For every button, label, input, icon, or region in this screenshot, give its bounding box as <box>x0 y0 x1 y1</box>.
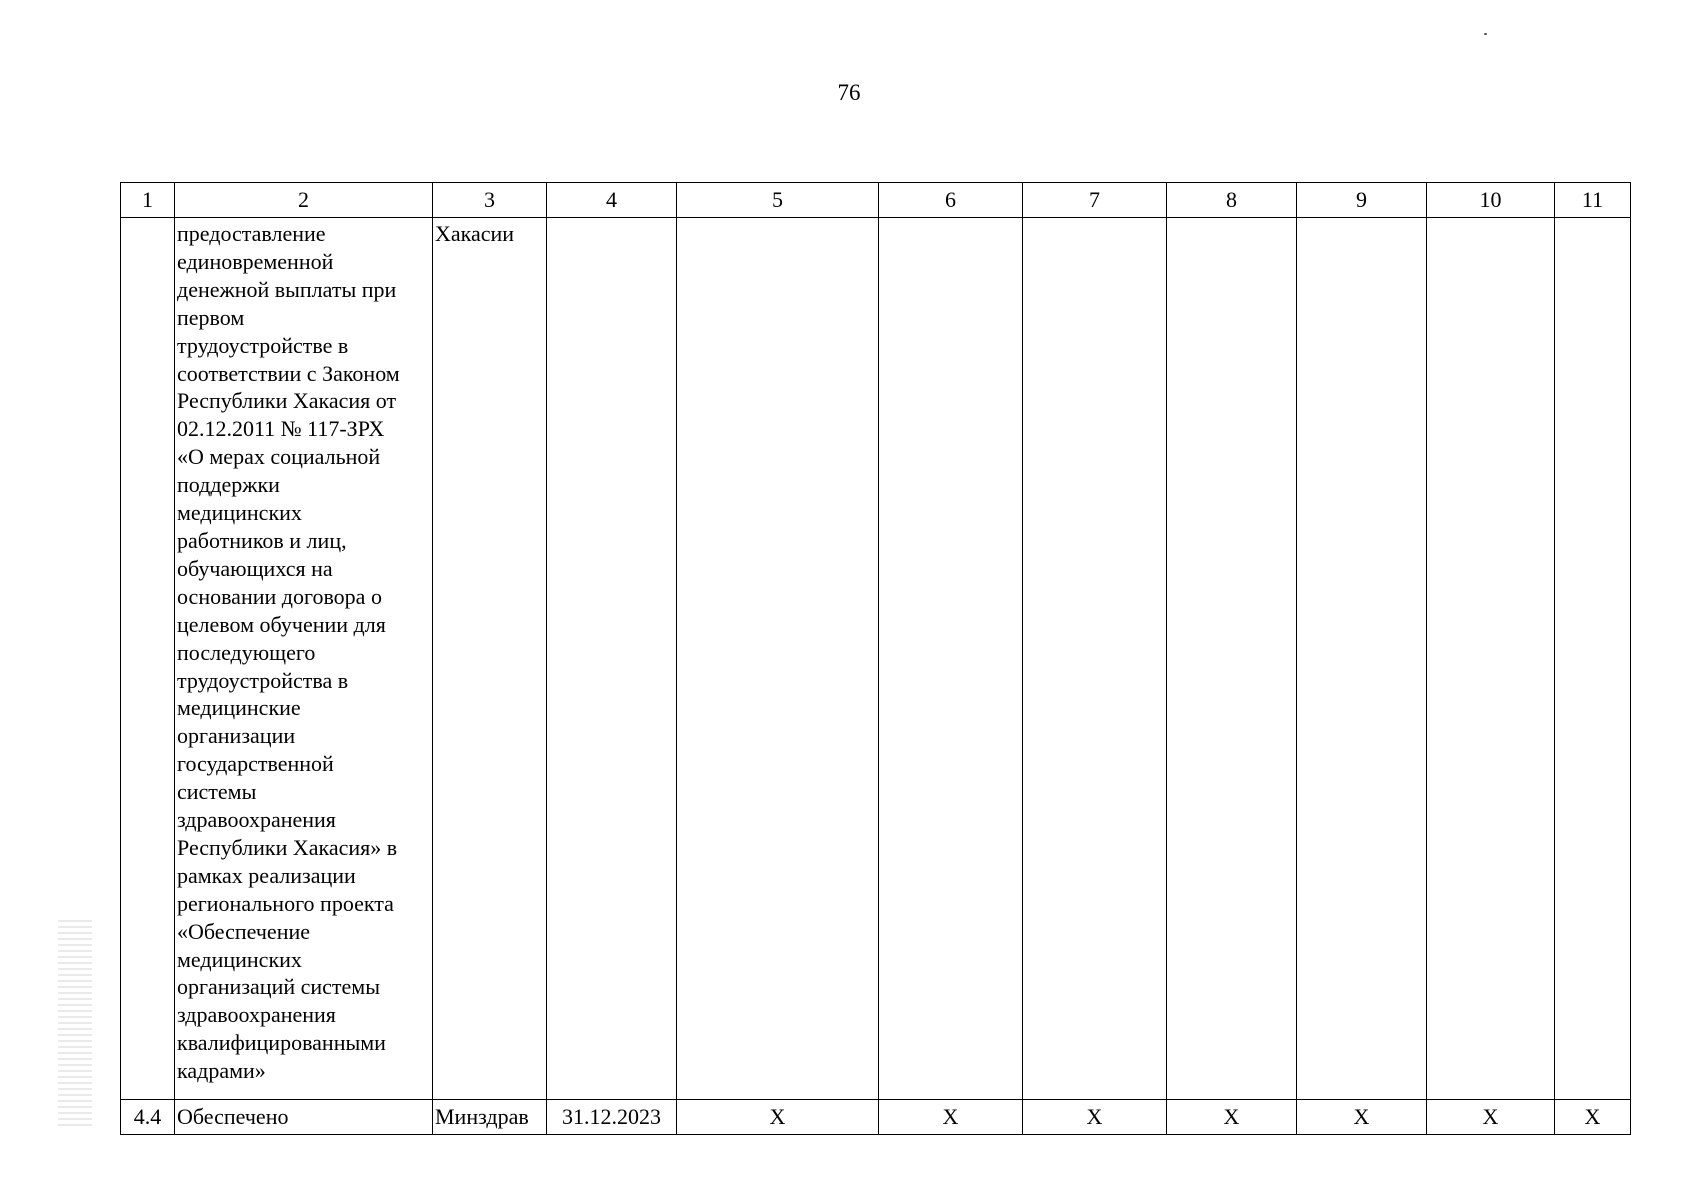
table-cell: X <box>879 1100 1023 1135</box>
table-cell: X <box>1297 1100 1427 1135</box>
responsible-cell: Минздрав <box>433 1100 547 1135</box>
table-cell <box>1167 218 1297 1100</box>
table-cell <box>547 218 677 1100</box>
table-cell <box>677 218 879 1100</box>
table-cell: X <box>677 1100 879 1135</box>
column-header: 8 <box>1167 183 1297 218</box>
table-header-row <box>121 183 1631 218</box>
column-header: 1 <box>121 183 175 218</box>
column-header: 6 <box>879 183 1023 218</box>
column-header: 2 <box>175 183 433 218</box>
table-row <box>121 1100 1631 1135</box>
measure-description-cell: Обеспечено <box>175 1100 433 1135</box>
table-row <box>121 218 1631 1100</box>
column-header: 11 <box>1555 183 1631 218</box>
table-cell: X <box>1555 1100 1631 1135</box>
page-number: 76 <box>837 80 861 105</box>
column-header: 10 <box>1427 183 1555 218</box>
measure-description-cell: предоставление единовременной денежной выплаты при первом трудоустройстве в соответствии с Законом Республики Хакасия от 02.12.2011 № 117-ЗРХ «О мерах социальной поддержки медицинских работников и лиц, обучающихся на основании договора о целевом обучении для последующего трудоустройства в медицинские организации государственной системы здравоохранения Республики Хакасия» в рамках реализации регионального проекта «Обеспечение медицинских организаций системы здравоохранения квалифицированными кадрами» <box>175 218 433 1100</box>
column-header: 5 <box>677 183 879 218</box>
column-header: 7 <box>1023 183 1167 218</box>
date-cell: 31.12.2023 <box>547 1100 677 1135</box>
table-cell <box>121 218 175 1100</box>
margin-stamp <box>58 920 92 1130</box>
table-cell <box>1427 218 1555 1100</box>
document-table <box>120 182 1631 1135</box>
table-cell <box>1555 218 1631 1100</box>
table-cell <box>1023 218 1167 1100</box>
table-cell: X <box>1427 1100 1555 1135</box>
scan-speck <box>1484 33 1487 35</box>
column-header: 4 <box>547 183 677 218</box>
column-header: 9 <box>1297 183 1427 218</box>
table-cell <box>879 218 1023 1100</box>
table-cell: X <box>1023 1100 1167 1135</box>
row-number-cell: 4.4 <box>121 1100 175 1135</box>
table-cell: X <box>1167 1100 1297 1135</box>
column-header: 3 <box>433 183 547 218</box>
table-cell <box>1297 218 1427 1100</box>
responsible-cell: Хакасии <box>433 218 547 1100</box>
